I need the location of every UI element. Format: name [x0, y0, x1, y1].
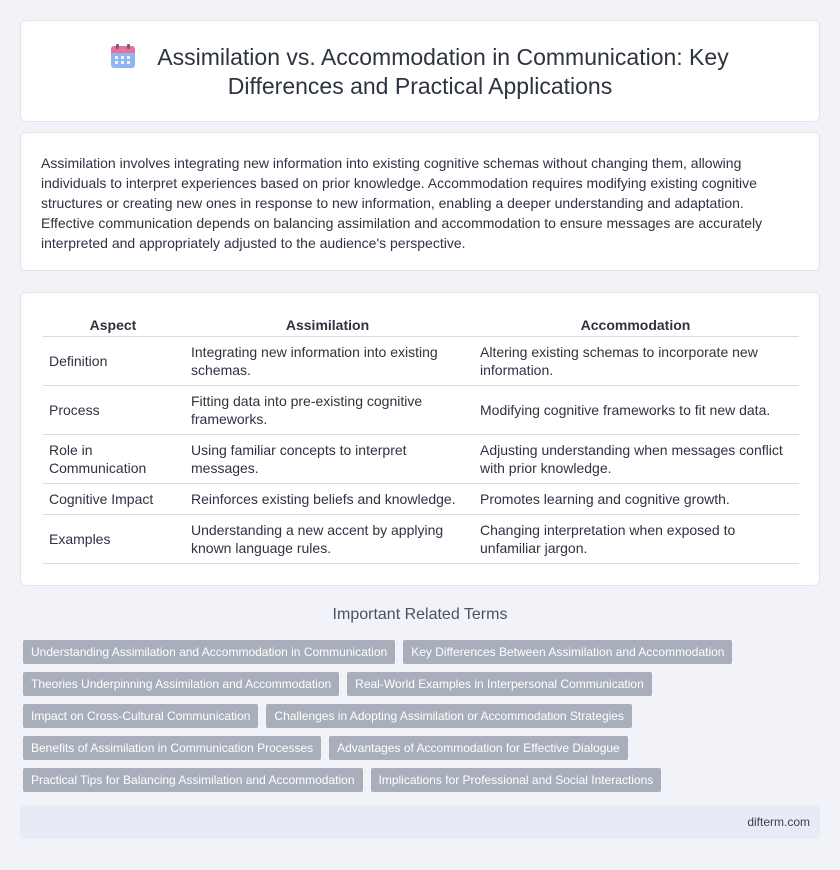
column-header-accommodation: Accommodation [472, 315, 799, 337]
related-terms-heading: Important Related Terms [332, 606, 508, 623]
table-row [43, 435, 799, 484]
aspect-cell: Examples [43, 515, 183, 564]
aspect-cell: Definition [43, 337, 183, 386]
related-terms-list [23, 640, 823, 800]
assimilation-cell: Fitting data into pre-existing cognitive frameworks. [183, 386, 472, 435]
assimilation-cell: Understanding a new accent by applying known language rules. [183, 515, 472, 564]
related-term-tag[interactable]: Practical Tips for Balancing Assimilation and Accommodation [23, 768, 363, 792]
related-term-tag[interactable]: Implications for Professional and Social Interactions [371, 768, 662, 792]
aspect-cell: Process [43, 386, 183, 435]
accommodation-cell: Adjusting understanding when messages conflict with prior knowledge. [472, 435, 799, 484]
intro-paragraph: Assimilation involves integrating new information into existing cognitive schemas without changing them, allowing individuals to interpret experiences based on prior knowledge. Accommodation requires modifying existing cognitive structures or creating new ones in response to new information, enabling a deeper understanding and adaptation. Effective communication depends on balancing assimilation and accommodation to ensure messages are accurately interpreted and appropriately adjusted to the audience's perspective. [41, 155, 763, 251]
comparison-card [20, 292, 820, 586]
aspect-cell: Role in Communication [43, 435, 183, 484]
related-term-tag[interactable]: Benefits of Assimilation in Communication Processes [23, 736, 321, 760]
related-term-tag[interactable]: Impact on Cross-Cultural Communication [23, 704, 258, 728]
assimilation-cell: Reinforces existing beliefs and knowledge. [183, 484, 472, 515]
footer [20, 806, 820, 839]
column-header-aspect: Aspect [43, 315, 183, 337]
column-header-assimilation: Assimilation [183, 315, 472, 337]
table-header-row [43, 315, 799, 337]
title-line-2: Differences and Practical Applications [227, 73, 613, 99]
table-row [43, 484, 799, 515]
accommodation-cell: Promotes learning and cognitive growth. [472, 484, 799, 515]
related-term-tag[interactable]: Advantages of Accommodation for Effective Dialogue [329, 736, 628, 760]
accommodation-cell: Altering existing schemas to incorporate new information. [472, 337, 799, 386]
table-row [43, 515, 799, 564]
calendar-icon [111, 44, 135, 68]
header-card [20, 20, 820, 122]
aspect-cell: Cognitive Impact [43, 484, 183, 515]
assimilation-cell: Using familiar concepts to interpret messages. [183, 435, 472, 484]
related-term-tag[interactable]: Understanding Assimilation and Accommodation in Communication [23, 640, 395, 664]
table-row [43, 386, 799, 435]
assimilation-cell: Integrating new information into existing schemas. [183, 337, 472, 386]
accommodation-cell: Modifying cognitive frameworks to fit new data. [472, 386, 799, 435]
title-line-1: Assimilation vs. Accommodation in Communication: Key [157, 44, 729, 70]
related-term-tag[interactable]: Theories Underpinning Assimilation and Accommodation [23, 672, 339, 696]
related-term-tag[interactable]: Key Differences Between Assimilation and Accommodation [403, 640, 732, 664]
accommodation-cell: Changing interpretation when exposed to unfamiliar jargon. [472, 515, 799, 564]
related-term-tag[interactable]: Challenges in Adopting Assimilation or Accommodation Strategies [266, 704, 632, 728]
footer-site-link[interactable]: difterm.com [747, 815, 810, 829]
table-row [43, 337, 799, 386]
page-title [21, 43, 819, 101]
intro-card [20, 132, 820, 271]
comparison-table [43, 315, 799, 564]
related-term-tag[interactable]: Real-World Examples in Interpersonal Communication [347, 672, 652, 696]
